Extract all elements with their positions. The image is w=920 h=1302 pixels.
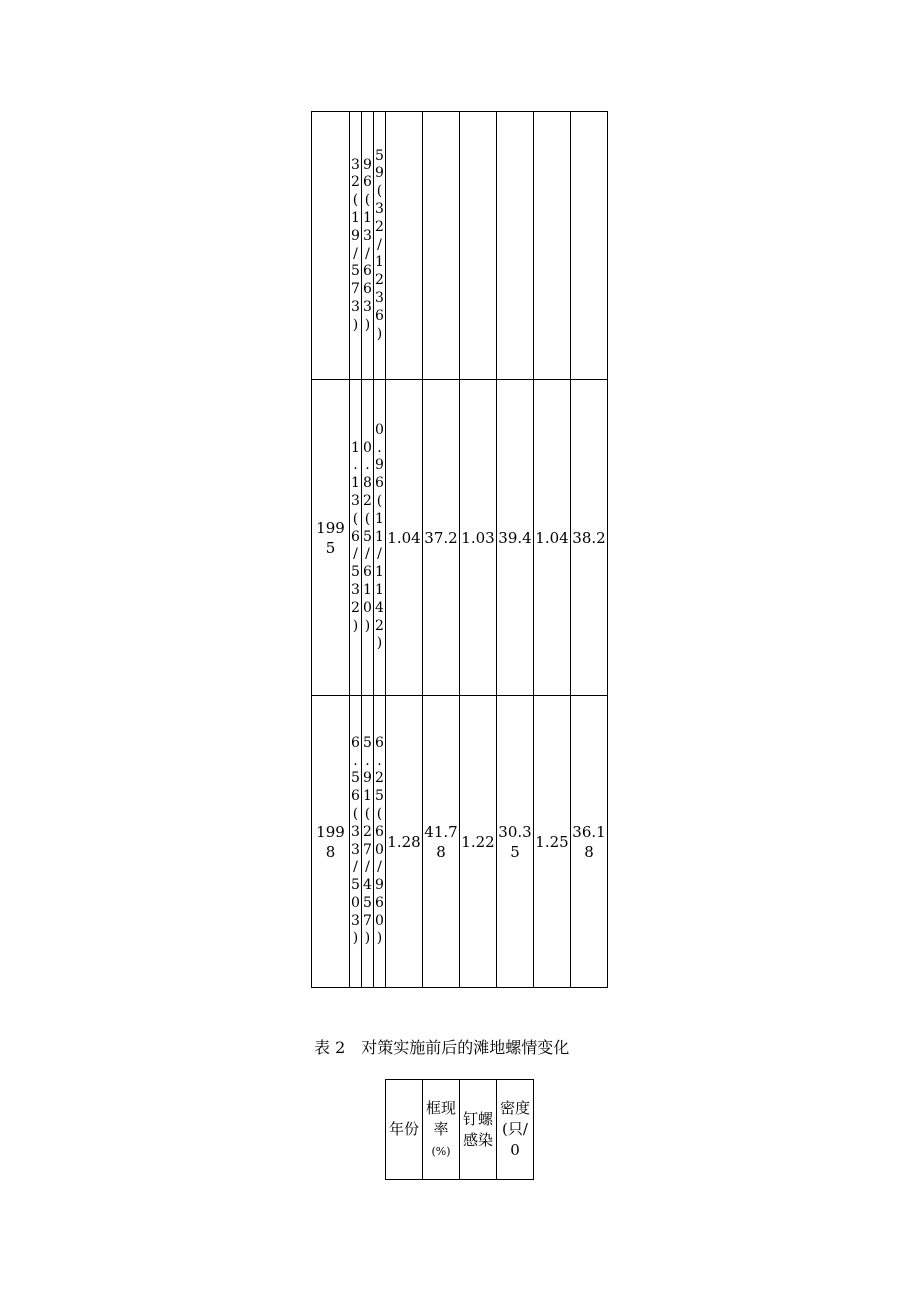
value-cell: 1.28 bbox=[386, 696, 423, 988]
rate-cell: 0.96(11/1142) bbox=[374, 380, 386, 696]
value-cell: 37.2 bbox=[423, 380, 460, 696]
table-row bbox=[312, 696, 608, 988]
value-cell bbox=[423, 112, 460, 380]
value-cell: 1.22 bbox=[460, 696, 497, 988]
year-cell: 1998 bbox=[312, 696, 350, 988]
value-cell bbox=[386, 112, 423, 380]
value-cell bbox=[534, 112, 571, 380]
header-year: 年份 bbox=[386, 1080, 423, 1180]
value-cell: 1.25 bbox=[534, 696, 571, 988]
table-row bbox=[312, 380, 608, 696]
value-cell: 30.35 bbox=[497, 696, 534, 988]
value-cell bbox=[571, 112, 608, 380]
table-row bbox=[312, 112, 608, 380]
value-cell: 38.2 bbox=[571, 380, 608, 696]
value-cell: 1.04 bbox=[386, 380, 423, 696]
rate-cell: 59(32/1236) bbox=[374, 112, 386, 380]
header-density: 密度(只/0 bbox=[497, 1080, 534, 1180]
value-cell bbox=[460, 112, 497, 380]
rate-cell: 32(19/573) bbox=[350, 112, 362, 380]
rate-cell: 96(13/663) bbox=[362, 112, 374, 380]
rate-cell: 6.25(60/960) bbox=[374, 696, 386, 988]
header-frame-rate: 框现率 (%) bbox=[423, 1080, 460, 1180]
value-cell: 1.04 bbox=[534, 380, 571, 696]
table-header-row bbox=[386, 1080, 534, 1180]
rate-cell: 6.56(33/503) bbox=[350, 696, 362, 988]
snail-data-table bbox=[311, 111, 608, 988]
year-cell bbox=[312, 112, 350, 380]
value-cell: 36.18 bbox=[571, 696, 608, 988]
table-caption: 表 2 对策实施前后的滩地螺情变化 bbox=[314, 1038, 570, 1057]
year-cell: 1995 bbox=[312, 380, 350, 696]
value-cell: 41.78 bbox=[423, 696, 460, 988]
header-percent-unit: (%) bbox=[431, 1144, 451, 1158]
rate-cell: 5.91(27/457) bbox=[362, 696, 374, 988]
value-cell: 1.03 bbox=[460, 380, 497, 696]
header-infection: 钉螺感染 bbox=[460, 1080, 497, 1180]
snail-change-table bbox=[385, 1079, 534, 1180]
value-cell bbox=[497, 112, 534, 380]
rate-cell: 1.13(6/532) bbox=[350, 380, 362, 696]
value-cell: 39.4 bbox=[497, 380, 534, 696]
rate-cell: 0.82(5/610) bbox=[362, 380, 374, 696]
